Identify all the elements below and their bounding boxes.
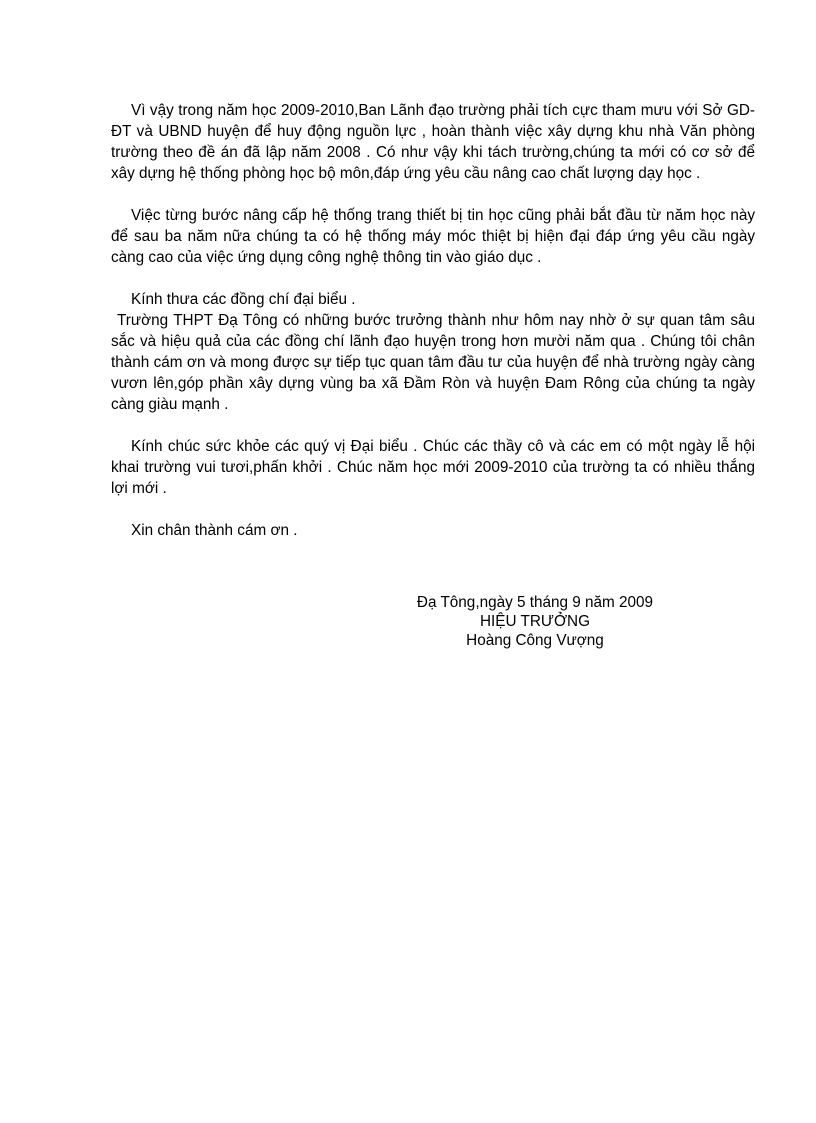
signature-name: Hoàng Công Vượng <box>466 632 604 649</box>
signature-title: HIỆU TRƯỞNG <box>479 613 591 630</box>
paragraph-thanks-leadership: Trường THPT Đạ Tông có những bước trưởng thành như hôm nay nhờ ở sự quan tâm sâu sắc và hiệu quả của các đồng chí lãnh đạo huyện trong hơn mười năm qua . Chúng tôi chân thành cám ơn và mong được sự tiếp tục quan tâm đầu tư của huyện để nhà trường ngày càng vươn lên,góp phần xây dựng vùng ba xã Đầm Ròn và huyện Đam Rông của chúng ta ngày càng giàu mạnh . <box>111 312 755 413</box>
signature-place-date: Đạ Tông,ngày 5 tháng 9 năm 2009 <box>416 594 654 611</box>
paragraph-school-office-plan: Vì vậy trong năm học 2009-2010,Ban Lãnh đạo trường phải tích cực tham mưu với Sở GD-ĐT và UBND huyện để huy động nguồn lực , hoàn thành việc xây dựng khu nhà Văn phòng trường theo đề án đã lập năm 2008 . Có như vậy khi tách trường,chúng ta mới có cơ sở để xây dựng hệ thống phòng học bộ môn,đáp ứng yêu cầu nâng cao chất lượng dạy học . <box>111 102 755 182</box>
document-body <box>111 100 755 562</box>
paragraph-it-equipment: Việc từng bước nâng cấp hệ thống trang thiết bị tin học cũng phải bắt đầu từ năm học này để sau ba năm nữa chúng ta có hệ thống máy móc thiệt bị hiện đại đáp ứng yêu cầu ngày càng cao của việc ứng dụng công nghệ thông tin vào giáo dục . <box>111 207 755 266</box>
paragraph-wishes: Kính chúc sức khỏe các quý vị Đại biểu . Chúc các thầy cô và các em có một ngày lễ hội khai trường vui tươi,phấn khởi . Chúc năm học mới 2009-2010 của trường ta có nhiều thắng lợi mới . <box>111 438 755 497</box>
signature-block <box>390 593 680 650</box>
paragraph-closing: Xin chân thành cám ơn . <box>131 522 298 539</box>
paragraph-greeting: Kính thưa các đồng chí đại biểu . <box>131 291 356 308</box>
